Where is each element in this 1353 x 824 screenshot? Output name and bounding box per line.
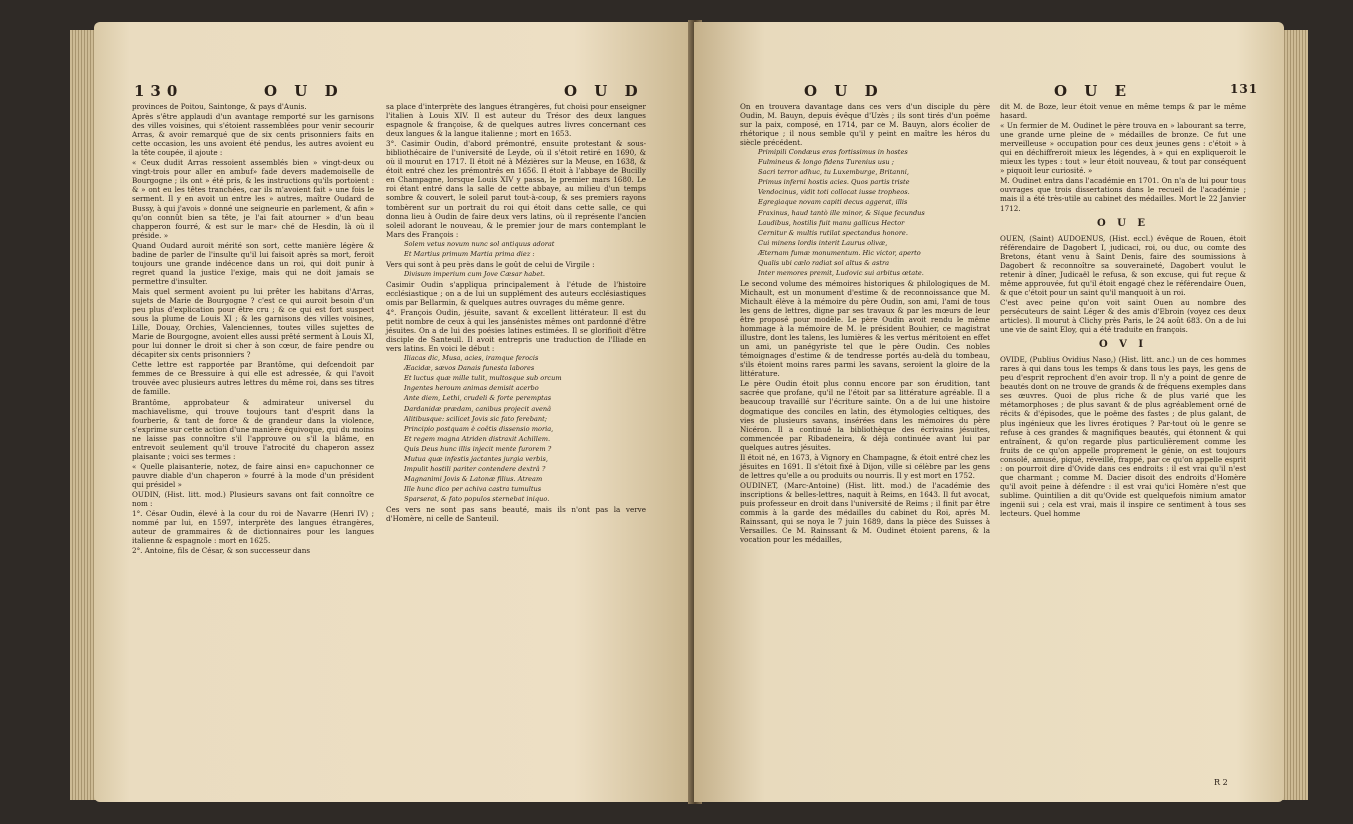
latin-verse-line: Æacidæ, sævos Danais funesta labores [404,364,535,373]
paragraph: M. Oudinet entra dans l'académie en 1701. On n'a de lui pour tous ouvrages que trois dissertations dans le recueil de l'académie ; mais il a été très-utile au cabinet des médailles. Mort le 22 Janvier 1712. [1000,176,1246,213]
right-page-number: 131 [1230,82,1259,96]
paragraph: provinces de Poitou, Saintonge, & pays d'Aunis. [132,102,307,111]
latin-verse-line: Et luctus quæ mille tulit, multosque sub orcum [404,374,562,383]
latin-verse-line: Impulit hostili pariter contendere dextrâ ? [404,464,546,473]
paragraph: Après s'être applaudi d'un avantage remporté sur les garnisons des villes voisines, qui s'étoient rassemblées pour venir secourir Arras, & avoir remarqué que de six cents prisonniers faits en cette occasion, les uns avoient été pendus, les autres avoient eu la tête coupée, il ajoute : [132,112,374,158]
paragraph: OUEN, (Saint) AUDOENUS, (Hist. eccl.) évêque de Rouen, étoit référendaire de Dagobert I, judicaci, roi, ou duc, ou comte des Bretons, étant venu à Saint Denis, faire des soumissions à Dagobert & reconnoître sa souveraineté, Dagobert voulut le retenir à dîner, Judicaël le refusa, & son excuse, qui fut reçue & même approuvée, fut qu'il étoit engagé chez le référendaire Ouen, & que c'étoit pour un saint qu'il manquoit à un roi. [1000,233,1246,297]
paragraph: On en trouvera davantage dans ces vers d'un disciple du père Oudin, M. Bauyn, depuis évêque d'Uzès ; ils sont tirés d'un poëme sur la paix, composé, en 1714, par ce M. Bauyn, alors écolier de rhétorique ; il nous semble qu'il y peint en maître les héros du siècle précédent. [740,102,990,148]
left-page [94,22,694,802]
paragraph: Quand Oudard auroit mérité son sort, cette manière légère & badine de parler de l'insulte qu'il lui faisoit après sa mort, feroit toujours une grande indécence dans un roi, qui doit punir à regret quand la justice l'exige, mais qui ne doit jamais se permettre d'insulter. [132,240,374,286]
latin-verse-line: Solem vetus novum nunc sol antiquus adorat [404,239,555,248]
paragraph: Cette lettre est rapportée par Brantôme, qui defcendoit par femmes de ce Bressuire à qui elle est adressée, & qui l'avoit trouvée avec plusieurs autres lettres du même roi, dans ses titres de famille. [132,360,374,397]
paragraph: Vers qui sont à peu près dans le goût de celui de Virgile : [386,259,595,269]
latin-verse-line: Ille hunc dico per achiva castra tumultus [404,484,542,493]
left-column-1 [132,102,374,556]
paragraph: Le père Oudin étoit plus connu encore par son érudition, tant sacrée que profane, qu'il ne l'étoit par sa littérature agréable. Il a beaucoup travaillé sur l'écriture sainte. On a de lui une histoire dogmatique des conciles en latin, des étymologies celtiques, des vies de plusieurs savans, insérées dans les mémoires du père Nicéron. Il a continué la bibliothèque des écrivains jésuites, commencée par Ribadeneira, & déjà continuée avant lui par quelques autres jésuites. [740,379,990,452]
latin-verse-line: Quis Deus hunc illis injecit mente furorem ? [404,444,552,453]
latin-verse-line: Cui minens lordis interit Laurus olivæ, [758,238,888,247]
paragraph: « Quelle plaisanterie, notez, de faire ainsi en» capuchonner ce pauvre diable d'un chaperon » fourré à la mode d'un président qui présidel » [132,461,374,489]
paragraph: C'est avec peine qu'on voit saint Ouen au nombre des persécuteurs de saint Léger & des amis d'Ebroin (voyez ces deux articles). Il mourut à Clichy près Paris, le 24 août 683. On a de lui une vie de saint Eloy, qui a été traduite en françois. [1000,297,1246,335]
paragraph: 3°. Casimir Oudin, d'abord prémontré, ensuite protestant & sous-bibliothécaire de l'université de Leyde, où il s'étoit retiré en 1690, & où il mourut en 1717. Il étoit né à Mézières sur la Meuse, en 1638, & étoit entré chez les prémontrés en 1656. Il étoit à l'abbaye de Bucilly en Champagne, lorsque Louis XIV y passa, le premier mars 1680. Le roi étant entré dans la salle de cette abbaye, au milieu d'un temps sombre & couvert, le soleil parut tout-à-coup, & ses premiers rayons tombèrent sur un portrait du roi qui étoit dans cette salle, ce qui donna lieu à Oudin de faire deux vers latins, où il représente l'ancien soleil adorant le nouveau, & le premier jour de mars contemplant le Mars des François : [386,139,646,239]
latin-verse-line: Cernitur & multis rutilat spectandus honore. [758,228,908,237]
latin-verse-line: Ingentes heroum animas demisit acerbo [404,384,539,393]
left-header-ouD-1: O U D [264,82,344,100]
latin-verse-line: Et Martius primum Martia prima diez : [404,249,535,258]
latin-verse-line: Magnanimi Jovis & Latonæ filius. Atream [404,474,543,483]
latin-verse-line: Egregiaque novam capiti decus aggerat, illis [758,198,908,207]
latin-verse-line: Fulmineus & longo fidens Turenius usu ; [758,158,894,167]
latin-verse-line: Divisum imperium cum Jove Cæsar habet. [404,269,546,278]
paragraph: OUDIN, (Hist. litt. mod.) Plusieurs savans ont fait connoître ce nom : [132,489,374,509]
latin-verse-line: Iliacas dic, Musa, acies, iramque ferocis [404,354,539,363]
latin-verse-line: Principio postquam è coêtis dissensio moria, [404,424,554,433]
open-book [40,10,1330,814]
paragraph: Casimir Oudin s'appliqua principalement à l'étude de l'histoire ecclésiastique ; on a de lui un supplément des auteurs ecclésiastiques omis par Bellarmin, & quelques autres ouvrages du même genre. [386,279,646,307]
paragraph: sa place d'interprète des langues étrangères, fut choisi pour enseigner l'italien à Louis XIV. Il est auteur du Trésor des deux langues espagnole & françoise, & de quelques autres livres concernant ces deux langues & la langue italienne ; mort en 1653. [386,102,646,139]
paragraph: dit M. de Boze, leur étoit venue en même temps & par le même hasard. [1000,102,1246,121]
left-page-edges [70,30,96,800]
right-column-2 [1000,102,1246,519]
latin-verse-line: Dardanidæ prædam, canibus projecit avenâ [404,404,552,413]
latin-verse-line: Qualis ubi cælo radiat sol altus & astra [758,258,890,267]
right-page [694,22,1284,802]
paragraph: « Ceux dudit Arras ressoient assemblés bien » vingt-deux ou vingt-trois pour aller en ambuf» fade devers mademoiselle de Bourgogne ; ils ont » été pris, & les instructions qu'ils portoient : & » ont eu les têtes tranchées, car ils m'avoient fait » une fois le serment. Il y en avoit un entre les » autres, maître Oudard de Bussy, à qui j'avois » donné une seigneurie en parlement, & afin » qu'on connût bien sa tête, je l'ai fait atourner » d'un beau chapperon fourré, & est sur le mar» ché de Hesdin, là où il préside. » [132,158,374,240]
latin-verse-line: Sparserat, & fato populos sternebat iniquo. [404,494,550,503]
paragraph: 1°. César Oudin, élevé à la cour du roi de Navarre (Henri IV) ; nommé par lui, en 1597, interprète des langues étrangères, auteur de grammaires & de dictionnaires pour les langues italienne & espagnole : mort en 1625. [132,509,374,546]
latin-verse-line: Mutua quæ infestis jactantes jurgia verbis, [404,454,548,463]
section-heading-ovi: O V I [1098,339,1148,351]
paragraph: Brantôme, approbateur & admirateur universel du machiavelisme, qui trouve toujours tant d'esprit dans la fourberie, & tant de force & de grandeur dans la violence, s'exprime sur cette action d'une manière équivoque, qui du moins ne laisse pas connoître s'il l'approuve ou s'il la blâme, en entrevoit seulement qu'il trouve l'atrocité du chaperon assez plaisante ; voici ses termes : [132,397,374,461]
right-column-1 [740,102,990,545]
paragraph: OVIDE, (Publius Ovidius Naso,) (Hist. litt. anc.) un de ces hommes rares à qui dans tous les temps & dans tous les pays, les gens de peu d'esprit reprochent d'en avoir trop. Il n'y a point de genre de beautés dont on ne trouve de grands & de fréquens exemples dans ses œuvres. Quoi de plus riche & de plus varié que les métamorphoses ; de plus savant & de plus agréablement orné de récits & d'épisodes, que le poëme des fastes ; de plus galant, de plus ingénieux que les livres érotiques ? Par-tout où le genre se refuse à ces grandes & magnifiques beautés, qui étonnent & qui entraînent, & qu'on regarde plus particulièrement comme les fruits de ce qu'on appelle proprement le génie, on est toujours consolé, amusé, piqué, réveillé, frappé, par ce qu'on appelle esprit : on pourroit dire d'Ovide dans ces endroits : il est vrai qu'il n'est que charmant ; comme M. Dacier disoit des endroits d'Homère qu'il avoit peine à défendre : il est vrai qu'ici Homère n'est que sublime. Quintilien a dit qu'Ovide est quelquefois nimium amator ingenii sui ; cela est vrai, mais il inspire ce sentiment à tous ses lecteurs. Quel homme [1000,355,1246,518]
paragraph: Le second volume des mémoires historiques & philologiques de M. Michault, est un monument d'estime & de reconnoissance que M. Michault élève à la mémoire du père Oudin, son ami, l'ami de tous les gens de lettres, digne par ses travaux & par les mœurs de leur être proposé pour modèle. Le père Oudin avoit rendu le même hommage à la mémoire de M. le président Bouhier, ce magistrat illustre, dont les talens, les lumières & les vertus méritoient en effet un ami, un panégyriste tel que le père Oudin. Ces nobles témoignages d'estime & de tendresse portés au-delà du tombeau, s'ils étoient moins rares parmi les savans, seroient la gloire de la littérature. [740,278,990,379]
latin-verse-line: Primipili Condæus eras fortissimus in hostes [758,148,908,157]
left-header-ouD-2: O U D [564,82,644,100]
latin-verse-line: Inter memores premit, Ludovic sui arbitus œtate. [758,268,924,277]
latin-verse-line: Et regem magna Atriden distraxit Achillem. [404,434,551,443]
paragraph: Ces vers ne sont pas sans beauté, mais ils n'ont pas la verve d'Homère, ni celle de Santeuil. [386,504,646,524]
paragraph: Il étoit né, en 1673, à Vignory en Champagne, & étoit entré chez les jésuites en 1691. Il s'étoit fixé à Dijon, ville si célèbre par les gens de lettres qu'elle a ou produits ou nourris. Il y est mort en 1752. [740,452,990,480]
latin-verse-line: Primus inferni hostis acies. Quos partis triste [758,178,910,187]
latin-verse-line: Sacri terror adhuc, tu Luxemburge, Britanni, [758,168,909,177]
right-header-oue: O U E [1054,82,1133,100]
left-page-number: 130 [134,82,184,100]
latin-verse-line: Fraxinus, haud tantò ille minor, & Sique fecundus [758,208,925,217]
paragraph: 2°. Antoine, fils de César, & son successeur dans [132,546,311,556]
latin-verse-line: Vendocinus, vidit toti collocat iusse tropheos. [758,188,910,197]
paragraph: OUDINET, (Marc-Antoine) (Hist. litt. mod.) de l'académie des inscriptions & belles-lettres, naquit à Reims, en 1643. Il fut avocat, puis professeur en droit dans l'université de Reims ; il finit par être commis à la garde des médailles du cabinet du Roi, après M. Rainssant, qui se noya le 7 juin 1689, dans la pièce des Suisses à Versailles. Ce M. Rainssant & M. Oudinet étoient parens, & la vocation pour les médailles, [740,480,990,545]
section-heading-oue: O U E [1096,217,1150,229]
paragraph: « Un fermier de M. Oudinet le père trouva en » labourant sa terre, une grande urne pleine de » médailles de bronze. Ce fut une merveilleuse » occupation pour ces deux jeunes gens : c'étoit » à qui en déchiffreroit mieux les légendes, à » qui en expliqueroit le mieux les types : tout » leur étoit nouveau, & tout par conséquent » piquoit leur curiosité. » [1000,121,1246,176]
latin-verse-line: Ante diem, Lethi, crudeli & forte peremptas [404,394,552,403]
signature-mark: R 2 [1214,778,1228,787]
right-page-edges [1282,30,1308,800]
latin-verse-line: Laudibus, hostilis fuit manu gallicus Hector [758,218,905,227]
latin-verse-line: Alitibusque: scilicet Jovis sic fato ferebant; [404,414,547,423]
latin-verse-line: Æternam fumæ monumentum. Hic victor, aperto [758,248,921,257]
paragraph: Mais quel serment avoient pu lui prêter les habitans d'Arras, sujets de Marie de Bourgogne ? c'est ce qui auroit besoin d'un peu plus d'explication pour être cru ; & ce qui est fort suspect sous la plume de Louis XI ; & les garnisons des villes voisines, Lille, Douay, Orchies, Valenciennes, toutes villes sujettes de Marie de Bourgogne, avoient elles aussi prêté serment à Louis XI, pour lui donner le droit si cher à son cœur, de faire pendre ou décapiter six cents prisonniers ? [132,286,374,360]
right-header-oud: O U D [804,82,884,100]
paragraph: 4°. François Oudin, jésuite, savant & excellent littérateur. Il est du petit nombre de ceux à qui les jansénistes mêmes ont pardonné d'être jésuites. On a de lui des poésies latines estimées. Il se glorifioit d'être disciple de Santeuil. Il avoit entrepris une traduction de l'Iliade en vers latins. En voici le début : [386,308,646,354]
left-column-2 [386,102,646,524]
